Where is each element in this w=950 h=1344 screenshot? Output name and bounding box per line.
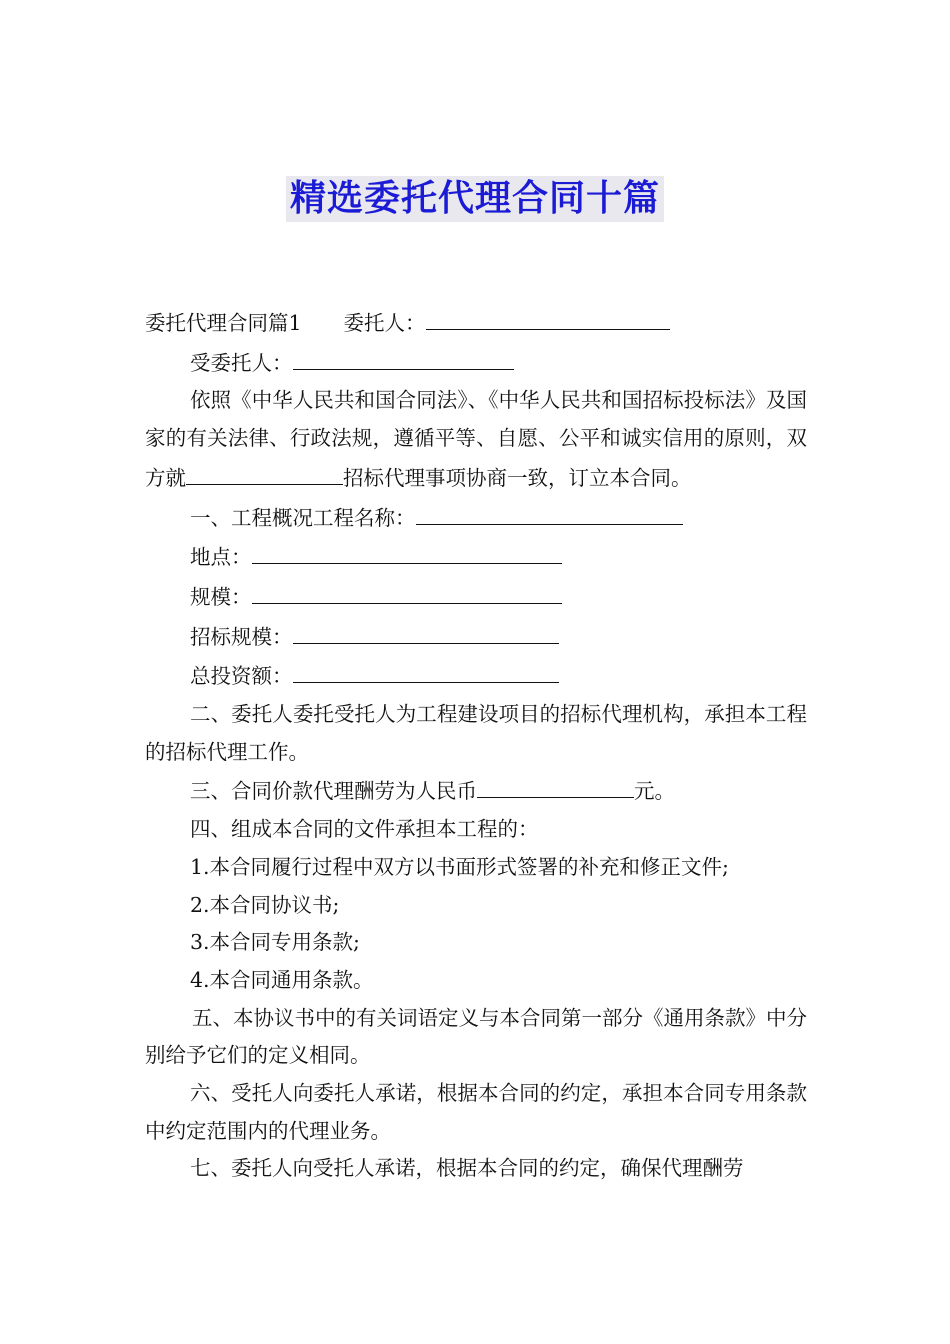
list-item-3: 3.本合同专用条款; bbox=[190, 930, 360, 955]
list-item-2: 2.本合同协议书; bbox=[190, 892, 340, 917]
list-item-4: 4.本合同通用条款。 bbox=[190, 967, 374, 992]
project-blank[interactable] bbox=[186, 458, 343, 485]
agent-blank[interactable] bbox=[293, 343, 514, 370]
intro-text-after: 招标代理事项协商一致，订立本合同。 bbox=[343, 465, 692, 490]
contract-heading-line bbox=[145, 303, 807, 343]
project-name-label: 一、工程概况工程名称： bbox=[190, 505, 416, 530]
document-title: 精选委托代理合同十篇 bbox=[286, 176, 664, 222]
project-name-blank[interactable] bbox=[416, 498, 683, 525]
investment-line bbox=[145, 656, 807, 696]
section-6: 六、受托人向委托人承诺，根据本合同的约定，承担本合同专用条款中约定范围内的代理业务。 bbox=[145, 1081, 807, 1143]
fee-text-before: 三、合同价款代理酬劳为人民币 bbox=[190, 779, 477, 804]
section-2: 二、委托人委托受托人为工程建设项目的招标代理机构，承担本工程的招标代理工作。 bbox=[145, 702, 807, 764]
project-overview-line bbox=[145, 498, 807, 538]
section-7: 七、委托人向受托人承诺，根据本合同的约定，确保代理酬劳 bbox=[190, 1156, 744, 1181]
document-title-wrap bbox=[0, 176, 950, 222]
principal-label: 委托人： bbox=[343, 311, 426, 335]
document-body bbox=[145, 303, 807, 1188]
section-3 bbox=[145, 771, 807, 811]
scale-blank[interactable] bbox=[252, 577, 562, 604]
section-4: 四、组成本合同的文件承担本工程的： bbox=[190, 817, 539, 842]
bid-scale-label: 招标规模： bbox=[190, 624, 293, 649]
agent-line bbox=[145, 343, 807, 383]
investment-label: 总投资额： bbox=[190, 664, 293, 689]
scale-label: 规模： bbox=[190, 584, 252, 609]
section-5: 五、本协议书中的有关词语定义与本合同第一部分《通用条款》中分别给予它们的定义相同。 bbox=[145, 1005, 807, 1068]
fee-blank[interactable] bbox=[477, 771, 634, 798]
intro-paragraph bbox=[145, 382, 807, 497]
bid-scale-line bbox=[145, 617, 807, 657]
scale-line bbox=[145, 577, 807, 617]
list-item-1: 1.本合同履行过程中双方以书面形式签署的补充和修正文件; bbox=[190, 854, 729, 879]
intro-text-before: 依照《中华人民共和国合同法》、《中华人民共和国招标投标法》及国家的有关法律、行政法规，遵循平等、自愿、公平和诚实信用的原则，双方就 bbox=[145, 388, 807, 490]
bid-scale-blank[interactable] bbox=[293, 617, 559, 644]
agent-label: 受委托人： bbox=[190, 350, 293, 375]
location-label: 地点： bbox=[190, 545, 252, 570]
contract-heading: 委托代理合同篇1 bbox=[145, 311, 302, 335]
location-line bbox=[145, 537, 807, 577]
investment-blank[interactable] bbox=[293, 656, 559, 683]
principal-blank[interactable] bbox=[426, 303, 670, 330]
location-blank[interactable] bbox=[252, 537, 562, 564]
fee-text-after: 元。 bbox=[634, 779, 675, 804]
